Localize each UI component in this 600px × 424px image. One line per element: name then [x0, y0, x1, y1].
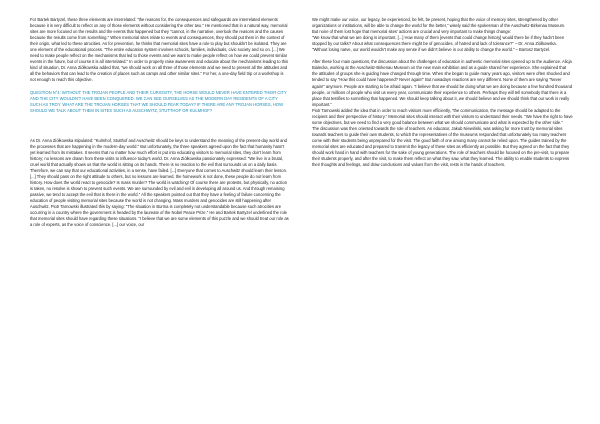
- left-column: [30, 17, 289, 228]
- quote-ziolkowska: "We know that what we are doing is important. [...] How many of them [events that could change history] would there be if they hadn't been stopped by our talks? About what consequences there might be of genocides, of hatred and lack of tolerance?" – Dr. Anna Ziółkowska.: [312, 35, 565, 47]
- paragraph-trojan-horses: As Dr. Anna Ziółkowska stipulated: "Kulmhof, Stutthof and Auschwitz should be keys to understand the meaning of the present-day world and the processes that are happening in the modern-day world." But unfortunately, the three speakers agreed upon the fact that humanity hasn't yet learned from its mistakes. It seems that no matter how much effort is put into educating visitors to memorial sites, they don't learn from history; no lessons are drawn from these visits to influence today's world. Dr. Anna Ziółkowska passionately expressed: "We live in a brutal, cruel world that actually shows us that the world is sitting on its hands. There is no reaction to the evil that surrounds us on a daily basis. Therefore, we can say that our educational activities, in a sense, have failed. [...] Everyone that comes to Auschwitz should learn their lesson. [...] They should pass on the right attitude to others, but no lessons are learned, the homework is not done, these people do not learn from history. How does the world react to genocide? Is mass murder? The world is watching! Of course there are protests, but physically, no action is taken, no resolve is shown to prevent such events. We are surrounded by evil and evil is developing all around us. And through remaining passive, we tend to accept the evil that is there in the world." All the speakers pointed out that they have a feeling of failure concerning the education of people visiting memorial sites because the world is not changing. Mass murders and genocides are still happening after Auschwitz. Piotr Tarnowski illustrated this by saying: "The situation in Burma is completely not understandable because such atrocities are occurring in a country where the government is headed by the laureate of the Nobel Peace Prize." He and Bartek Bartyzel underlined the role that memorial sites should have regarding these situations. "I believe that we are some elements of this puzzle and we should treat our role as a role of experts, as the voice of conscience. [...] our voice, our: [30, 137, 289, 228]
- paragraph-audience-discussion: After these four main questions, the discussion about the challenges of education in authentic memorial sites opened up to the audience. Alicja Bialecka, working at the Auschwitz-Birkenau Museum on the new main exhibition and as a guide shared her experience. She explained that the attitudes of groups she is guiding have changed through time. When she began to guide many years ago, visitors were often shocked and tended to say "How this could have happened? Never again!" But nowadays reactions are very different. None of them are saying "Never again!" anymore. People are starting to be afraid again. "I believe that we should be doing what we are doing because a few hundred thousand people, or millions of people who visit us every year, communicate their experience to others. Perhaps they will tell somebody that there is a place that testifies to something that happened. We should keep talking about it, we should believe and we should think that our work is really important.": [312, 59, 573, 107]
- paragraph-teachers: The discussion was then oriented towards the role of teachers. An educator, Jakub Niewiński, was asking for more trust by memorial sites towards teachers to guide their own students, to which the representatives of the museums responded that unfortunately too many teachers come with their students being unprepared for the visit. The good faith of one among many cannot be relied upon. The guides trained by the memorial sites are educated and prepared to transmit the legacy of these sites as efficiently as possible. But they agreed on the fact that they should work hand in hand with teachers for the sake of young generations. The role of teachers should be focused on the pre-visit, to prepare their students properly, and after the visit, to make them reflect on what they saw, what they learned. The ability to enable students to express their thoughts and feelings, and draw conclusions and values from the visit, rests in the hands of teachers.: [312, 125, 570, 168]
- paragraph-reasons-consequences: For Bartek Bartyzel, these three elements are interrelated: "the reasons for, the consequences and safeguards are interrelated elements because it is very difficult to reflect on any of those elements without considering the other two." He mentioned that in a natural way, memorial sites are more focused on the results and the events that happened but they "cannot, in the narrative, overlook the reasons and the causes because the results come from something." When memorial sites relate to events and consequences, they should put them in the context of their origin, what led to these atrocities. As for prevention, he thinks that memorial sites have a role to play but shouldn't be isolated. They are one element of the educational process. "The entire education system involves schools, families, individuals, civic society and so on. [...] We need to make people reflect on the mechanisms that led to those events and we want to make people reflect on how we could prevent similar events in the future, but of course it is all interrelated." In order to properly raise awareness and educate about the mechanisms leading to this kind of situation, Dr. Anna Ziółkowska added that, "we should work on all three of those elements and we need to present all the attitudes and all the behaviors that can lead to the creation of places such as camps and other similar sites." For her, a one-day field trip or a workshop is not enough to reach this objective.: [30, 17, 289, 83]
- paragraph-communication: Piotr Tarnowski added the idea that in order to reach visitors more efficiently, "the communication, the message should be adapted to the recipient and their perspective of history." Memorial sites should interact with their visitors to understand their needs. "We have the right to have some objectives, but we need to find a very good balance between what we should communicate and what is expected by the other side.": [312, 107, 573, 125]
- paragraph-hope: But none of them lost hope that memorial sites' actions are crucial and very important to make things change:: [312, 29, 512, 35]
- quote-bartyzel: "Without losing naïve, our world wouldn't make any sense if we didn't believe in our ability to change the world." – Bartosz Bartyzel.: [312, 47, 551, 53]
- paragraph-voice-legacy: We might make our voice, our legacy, be experienced, be felt, be present, hoping that the voice of memory sites, strengthened by other organizations or institutions, will be able to change the world for the better," wisely said the spokesman of the Auschwitz-Birkenau Museum.: [312, 17, 566, 29]
- right-column: [312, 17, 573, 168]
- section-gap: [30, 114, 289, 138]
- question-heading: QUESTION N°4: WITHOUT THE TROJAN PEOPLE AND THEIR CURIOSITY, THE HORSE WOULD NEVER HAVE ENTERED THEIR CITY AND THE CITY WOULDN'T HAVE BEEN CONQUERED. WE CAN SEE OURSELVES AS THE MODERN DAY RESIDENTS OF A CITY SUCH AS TROY. WHAT ARE THE TROJAN HORSES THAT WE SHOULD FEAR TODAY? IF THERE ARE ANY TROJAN HORSES, HOW SHOULD WE TALK ABOUT THEM IN SITES SUCH AS AUSCHWITZ, STUTTHOF OR KULMHOF?: [30, 89, 287, 113]
